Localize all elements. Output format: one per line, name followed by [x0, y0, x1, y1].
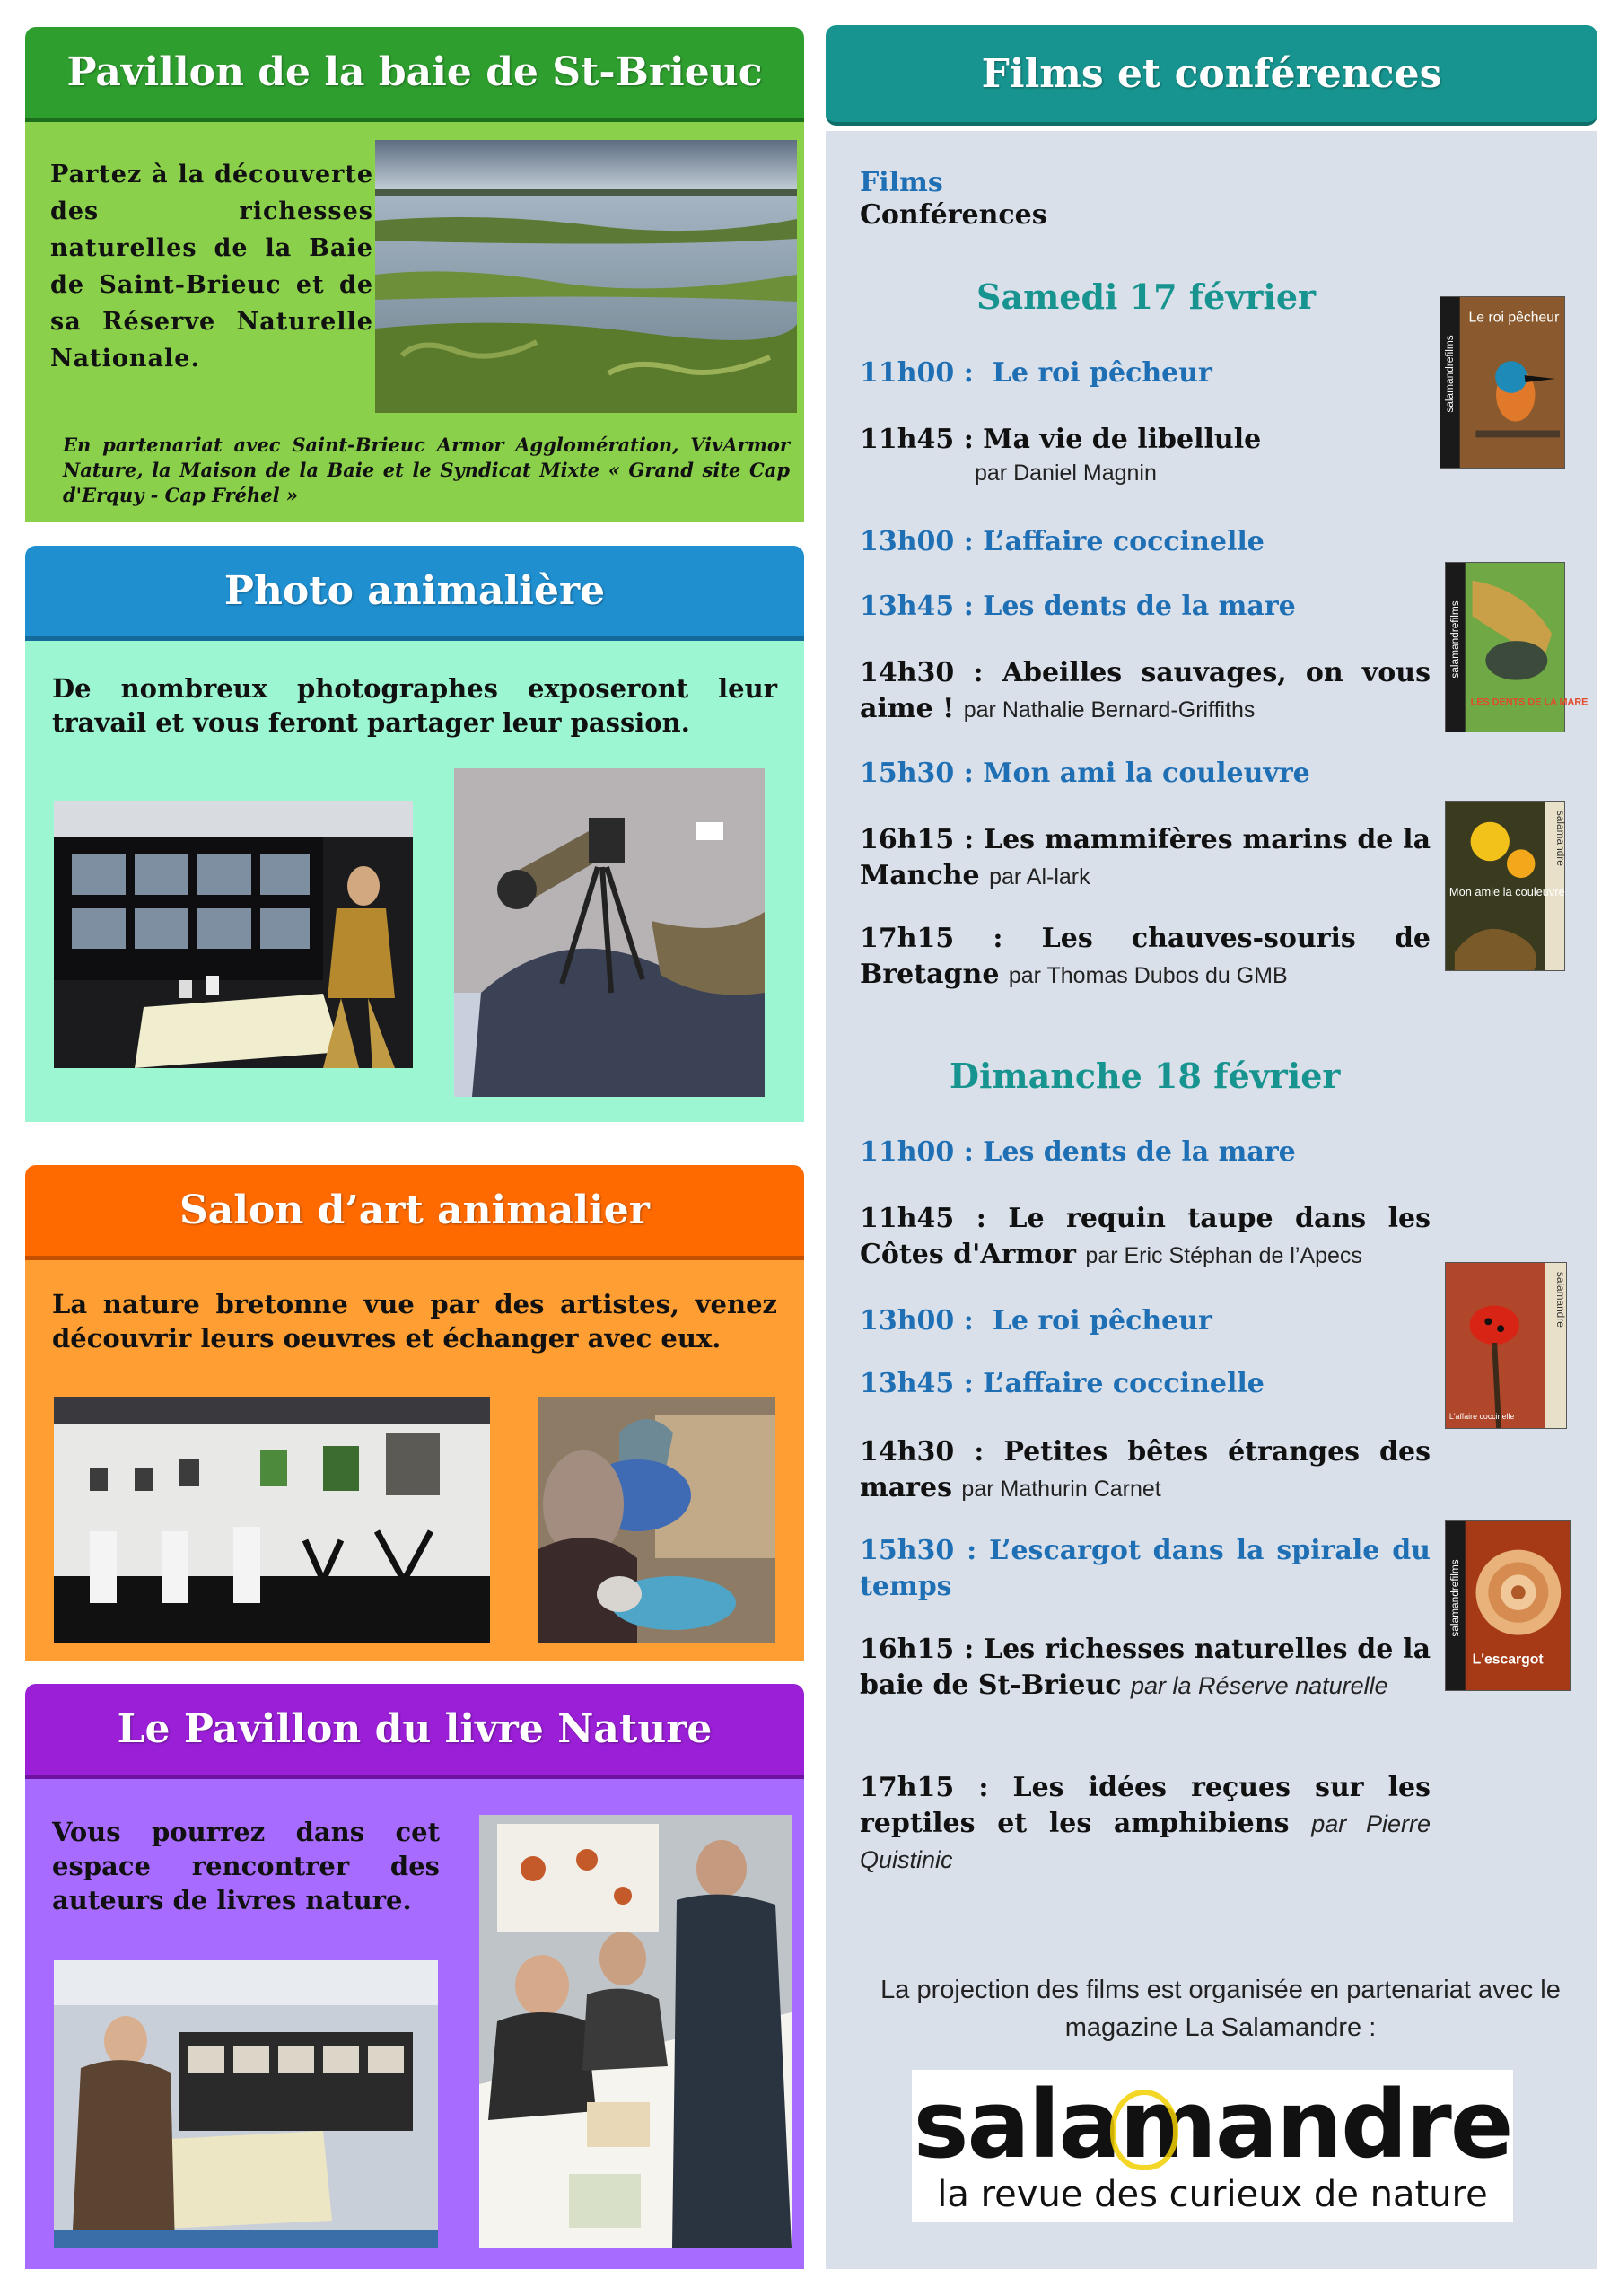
cover-roi-pecheur	[1440, 296, 1565, 469]
photo-title: Photo animalière	[223, 568, 606, 614]
salamandre-logo	[912, 2070, 1513, 2222]
livre-header	[25, 1684, 804, 1779]
sat-item-2: 11h45 : Ma vie de libellule par Daniel Magnin	[860, 424, 1262, 486]
sat-item-5: 14h30 : Abeilles sauvages, on vous aime ! par Nathalie Bernard-Griffiths	[860, 657, 1431, 724]
salon-text: La nature bretonne vue par des artistes, venez découvrir leurs oeuvres et échanger avec eux.	[52, 1289, 777, 1354]
partner-note: La projection des films est organisée en partenariat avec le magazine La Salamandre :	[880, 1976, 1561, 2042]
cover-coccinelle	[1445, 1262, 1567, 1429]
pavillon-panel	[25, 122, 804, 522]
salamandre-tagline: la revue des curieux de nature	[937, 2174, 1488, 2215]
svg-text:salamandrefilms: salamandrefilms	[1448, 600, 1461, 679]
salamandre-a-highlight	[1110, 2090, 1178, 2170]
svg-text:salamandrefilms: salamandrefilms	[1442, 335, 1456, 413]
sun-item-2: 11h45 : Le requin taupe dans les Côtes d'Armor par Eric Stéphan de l’Apecs	[860, 1203, 1431, 1270]
pavillon-title: Pavillon de la baie de St-Brieuc	[66, 49, 763, 95]
svg-text:LES DENTS DE LA MARE: LES DENTS DE LA MARE	[1470, 697, 1588, 708]
sun-item-7: 16h15 : Les richesses naturelles de la baie de St-Brieuc par la Réserve naturelle	[860, 1634, 1431, 1701]
sun-item-3: 13h00 : Le roi pêcheur	[860, 1305, 1212, 1336]
day-sunday: Dimanche 18 février	[950, 1056, 1341, 1096]
svg-text:Mon amie la couleuvre: Mon amie la couleuvre	[1448, 884, 1565, 898]
cover-couleuvre	[1445, 801, 1568, 971]
svg-text:L'escargot: L'escargot	[1472, 1652, 1544, 1668]
films-header	[826, 25, 1597, 126]
photo-header	[25, 546, 804, 641]
sat-item-6: 15h30 : Mon ami la couleuvre	[860, 758, 1310, 789]
svg-text:salamandrefilms: salamandrefilms	[1448, 1559, 1461, 1637]
livre-text: Vous pourrez dans cet espace rencontrer des auteurs de livres nature.	[52, 1817, 440, 1915]
book-stand-photo	[54, 1960, 438, 2248]
sun-item-4: 13h45 : L’affaire coccinelle	[860, 1368, 1265, 1399]
sun-item-5: 14h30 : Petites bêtes étranges des mares par Mathurin Carnet	[860, 1436, 1431, 1503]
cover-dents-mare	[1445, 562, 1588, 732]
pavillon-header	[25, 27, 804, 122]
livre-title: Le Pavillon du livre Nature	[117, 1706, 713, 1752]
sat-item-4: 13h45 : Les dents de la mare	[860, 591, 1296, 622]
photo-text: De nombreux photographes exposeront leur travail et vous feront partager leur passion.	[52, 673, 777, 738]
camera-photo	[454, 768, 765, 1097]
svg-text:salamandre: salamandre	[1554, 810, 1568, 866]
films-title: Films et conférences	[981, 50, 1442, 97]
photo-panel	[25, 641, 804, 1122]
livre-panel	[25, 1779, 804, 2269]
legend-films: Films	[860, 167, 943, 198]
gallery-photo	[54, 1397, 490, 1643]
sun-item-8: 17h15 : Les idées reçues sur les reptiles et les amphibiens par Pierre Quistinic	[860, 1772, 1431, 1873]
svg-text:Le roi pêcheur: Le roi pêcheur	[1468, 310, 1560, 326]
sat-item-1: 11h00 : Le roi pêcheur	[860, 357, 1212, 389]
photo-exhibit-photo	[54, 801, 413, 1068]
pavillon-partners: En partenariat avec Saint-Brieuc Armor Agglomération, VivArmor Nature, la Maison de la Baie et le Syndicat Mixte « Grand site Cap d'Erquy - Cap Fréhel »	[63, 434, 790, 506]
sat-item-8: 17h15 : Les chauves-souris de Bretagne par Thomas Dubos du GMB	[860, 923, 1431, 990]
day-saturday: Samedi 17 février	[976, 276, 1317, 317]
salon-title: Salon d’art animalier	[179, 1187, 650, 1233]
salon-header	[25, 1165, 804, 1260]
sun-item-6: 15h30 : L’escargot dans la spirale du temps	[860, 1535, 1431, 1602]
artist-photo	[538, 1397, 775, 1643]
legend-conferences: Conférences	[860, 199, 1047, 231]
sat-item-7: 16h15 : Les mammifères marins de la Manche par Al-lark	[860, 824, 1431, 891]
marsh-photo	[375, 140, 797, 413]
svg-text:L'affaire coccinelle: L'affaire coccinelle	[1448, 1412, 1515, 1422]
salamandre-wordmark: salamandre	[913, 2070, 1512, 2179]
svg-text:salamandre: salamandre	[1554, 1271, 1568, 1328]
sun-item-1: 11h00 : Les dents de la mare	[860, 1136, 1296, 1168]
sat-item-3: 13h00 : L’affaire coccinelle	[860, 526, 1265, 557]
author-signing-photo	[479, 1815, 792, 2248]
pavillon-text: Partez à la découverte des richesses naturelles de la Baie de Saint-Brieuc et de sa Réserve Naturelle Nationale.	[50, 161, 373, 372]
cover-escargot	[1445, 1520, 1571, 1691]
salon-panel	[25, 1260, 804, 1661]
